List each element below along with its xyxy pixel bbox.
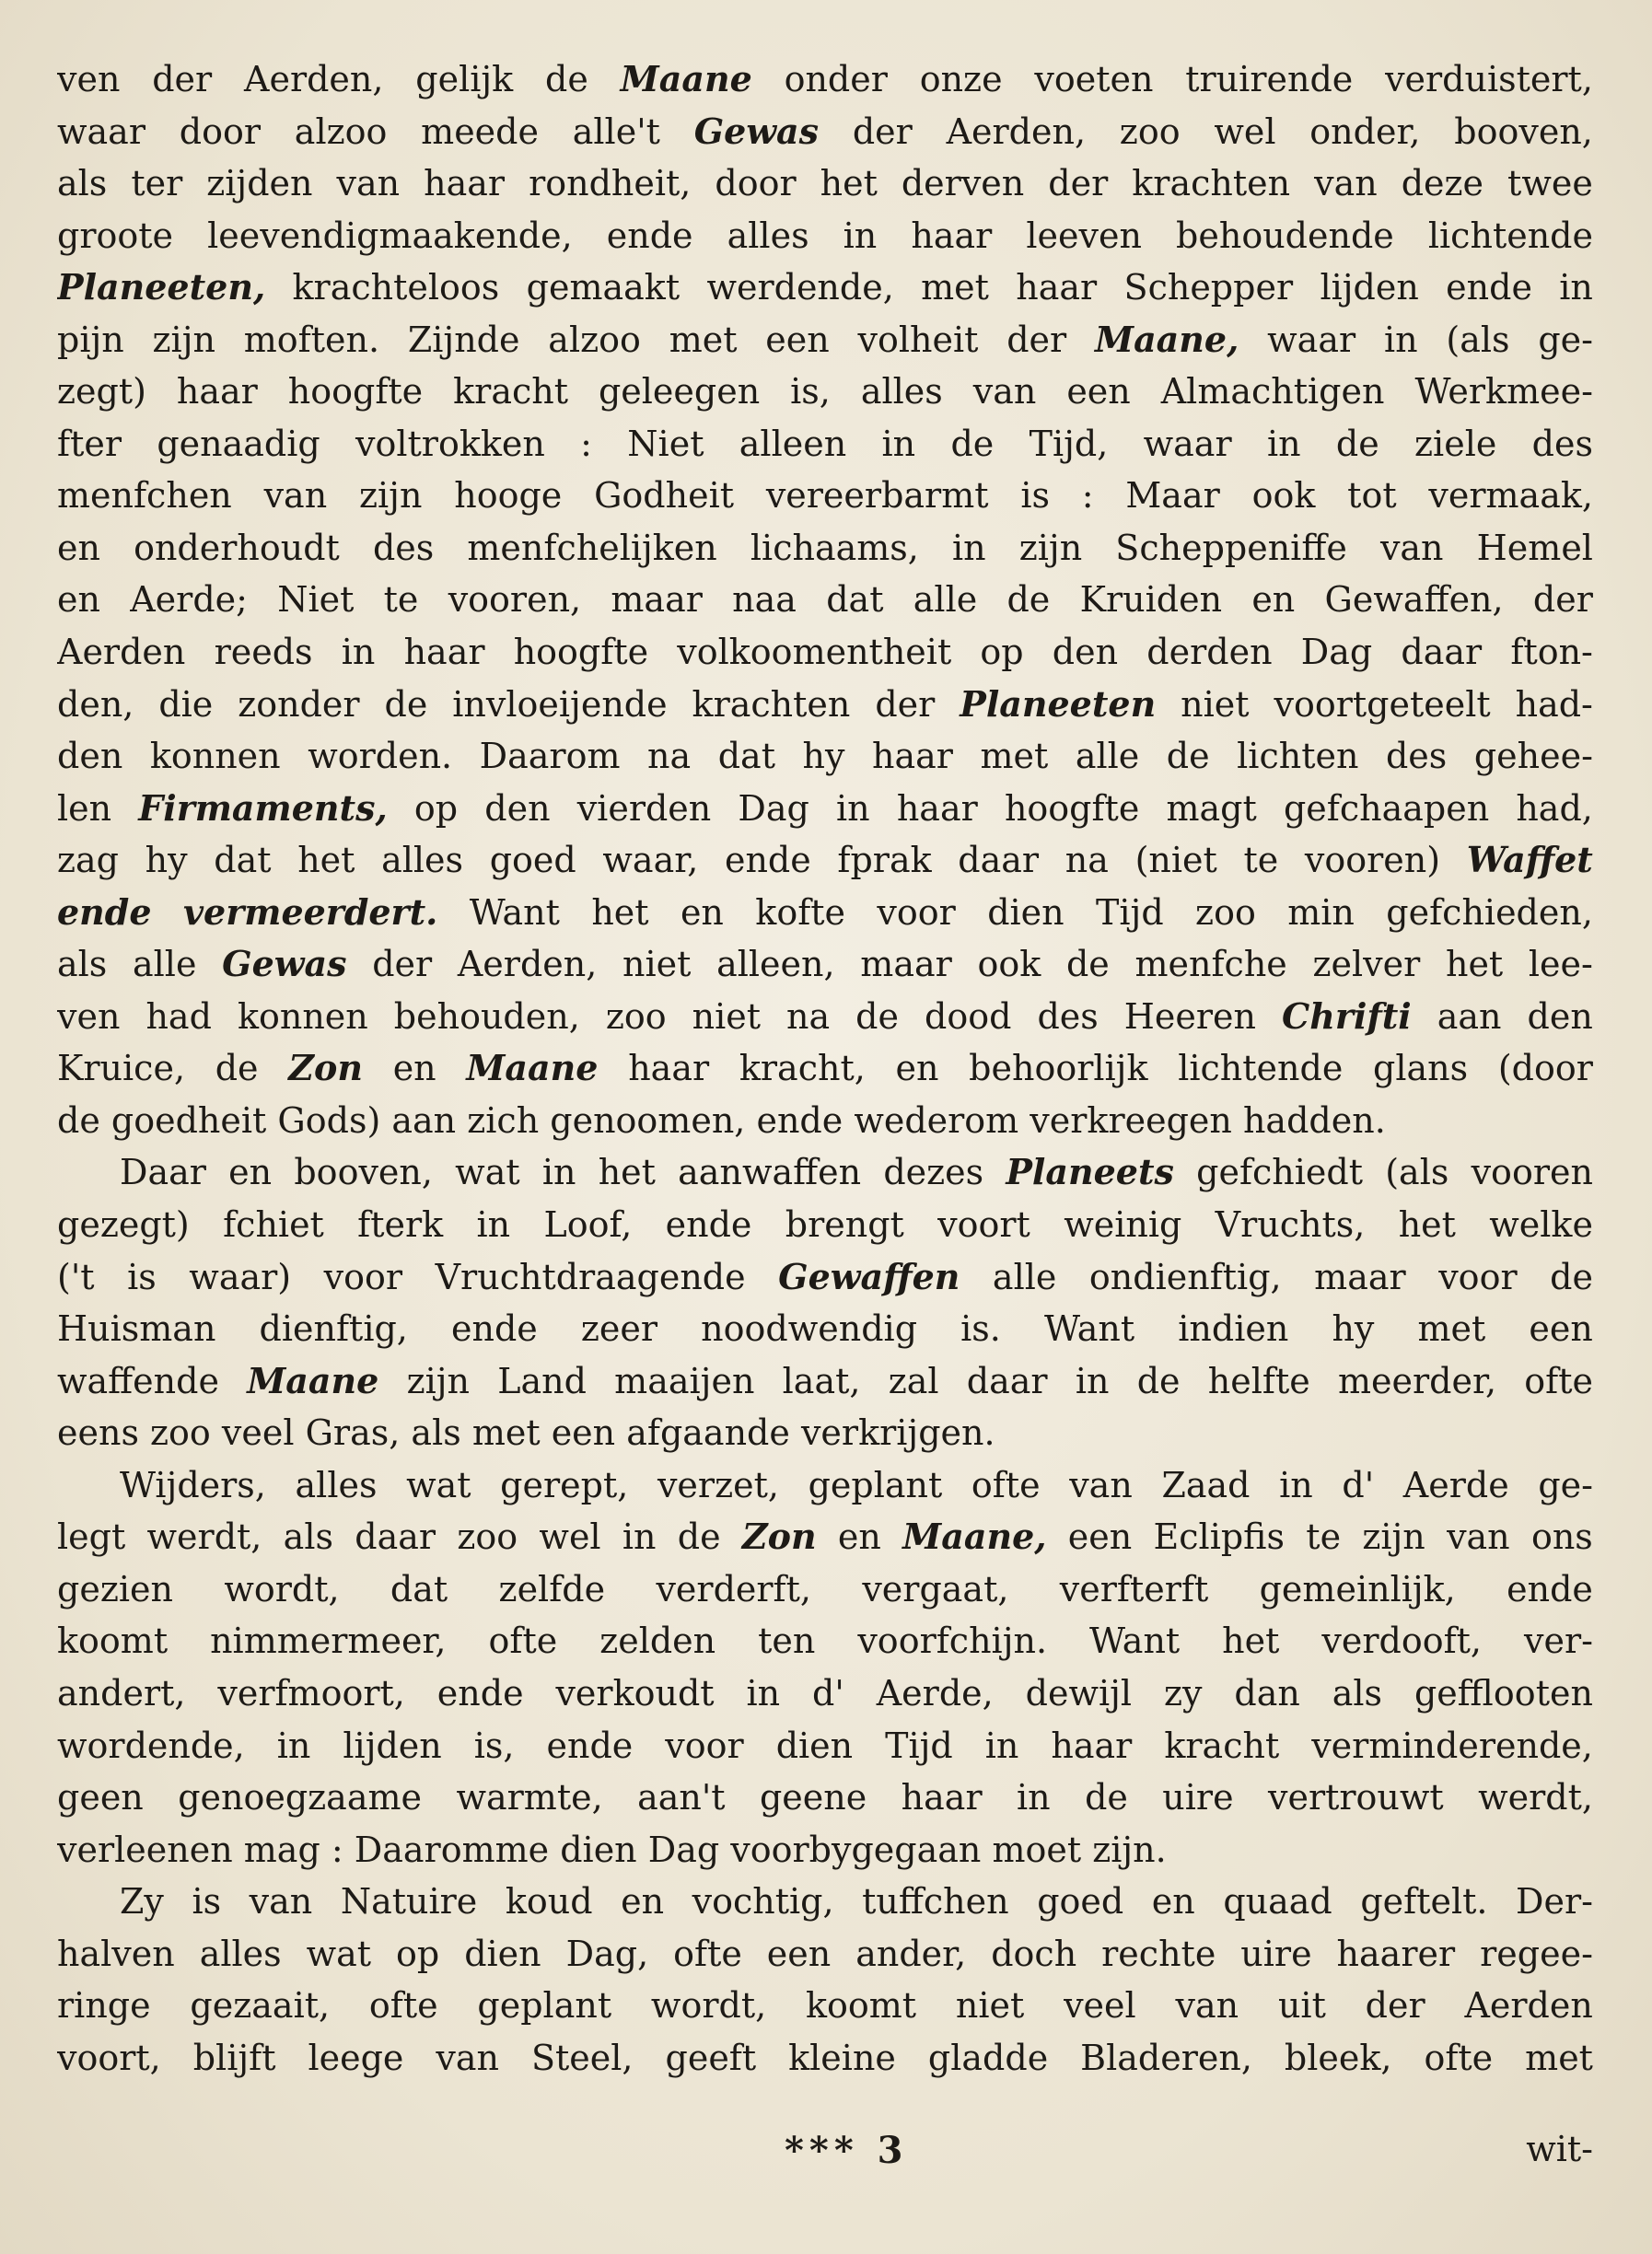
text-line: len Firmaments, op den vierden Dag in haar hoogfte magt gefchaapen had, bbox=[57, 786, 1593, 829]
signature-mark: *** 3 bbox=[785, 2129, 909, 2172]
text-line: gezegt) fchiet fterk in Loof, ende brengt voort weinig Vruchts, het welke bbox=[57, 1204, 1593, 1246]
text-line: voort, blijft leege van Steel, geeft kleine gladde Bladeren, bleek, ofte met bbox=[57, 2037, 1593, 2078]
text-line: ('t is waar) voor Vruchtdraagende Gewaffen alle ondienftig, maar voor de bbox=[57, 1255, 1593, 1297]
text-line: gezien wordt, dat zelfde verderft, vergaat, verfterft gemeinlijk, ende bbox=[57, 1568, 1593, 1609]
text-line: legt werdt, als daar zoo wel in de Zon en Maane, een Eclipfis te zijn van ons bbox=[57, 1516, 1593, 1558]
text-line: als ter zijden van haar rondheit, door het derven der krachten van deze twee bbox=[57, 163, 1593, 204]
text-line: Zy is van Natuire koud en vochtig, tuffchen goed en quaad geftelt. Der- bbox=[120, 1881, 1593, 1923]
text-line: Daar en booven, wat in het aanwaffen dezes Planeets gefchiedt (als vooren bbox=[120, 1151, 1593, 1193]
text-line: Kruice, de Zon en Maane haar kracht, en behoorlijk lichtende glans (door bbox=[57, 1047, 1593, 1089]
text-line: den konnen worden. Daarom na dat hy haar met alle de lichten des gehee- bbox=[57, 736, 1593, 777]
text-line: ende vermeerdert. Want het en kofte voor dien Tijd zoo min gefchieden, bbox=[57, 890, 1593, 933]
text-line: ven had konnen behouden, zoo niet na de dood des Heeren Chrifti aan den bbox=[57, 994, 1593, 1037]
text-line: den, die zonder de invloeijende krachten der Planeeten niet voortgeteelt had- bbox=[57, 682, 1593, 725]
text-line: andert, verfmoort, ende verkoudt in d' Aerde, dewijl zy dan als gefflooten bbox=[57, 1672, 1593, 1714]
text-line: wordende, in lijden is, ende voor dien Tijd in haar kracht verminderende, bbox=[57, 1725, 1593, 1766]
text-line: zag hy dat het alles goed waar, ende fprak daar na (niet te vooren) Waffet bbox=[57, 839, 1593, 881]
text-line: de goedheit Gods) aan zich genoomen, ende wederom verkreegen hadden. bbox=[57, 1099, 1386, 1141]
text-line: eens zoo veel Gras, als met een afgaande verkrijgen. bbox=[57, 1412, 995, 1454]
text-line: groote leevendigmaakende, ende alles in haar leeven behoudende lichtende bbox=[57, 215, 1593, 256]
text-line: menfchen van zijn hooge Godheit vereerbarmt is : Maar ook tot vermaak, bbox=[57, 475, 1593, 517]
text-line: waar door alzoo meede alle't Gewas der Aerden, zoo wel onder, booven, bbox=[57, 110, 1593, 152]
text-line: zegt) haar hoogfte kracht geleegen is, alles van een Almachtigen Werkmee- bbox=[57, 371, 1593, 412]
text-line: pijn zijn moften. Zijnde alzoo met een volheit der Maane, waar in (als ge- bbox=[57, 318, 1593, 360]
page-footer bbox=[57, 2129, 1593, 2193]
text-line: als alle Gewas der Aerden, niet alleen, maar ook de menfche zelver het lee- bbox=[57, 943, 1593, 985]
text-line: ringe gezaait, ofte geplant wordt, koomt niet veel van uit der Aerden bbox=[57, 1985, 1593, 2027]
catchword: wit- bbox=[1526, 2129, 1593, 2169]
text-line: en Aerde; Niet te vooren, maar naa dat alle de Kruiden en Gewaffen, der bbox=[57, 579, 1593, 621]
text-line: en onderhoudt des menfchelijken lichaams, in zijn Scheppeniffe van Hemel bbox=[57, 527, 1593, 568]
text-line: halven alles wat op dien Dag, ofte een ander, doch rechte uire haarer regee- bbox=[57, 1933, 1593, 1974]
text-line: verleenen mag : Daaromme dien Dag voorbygegaan moet zijn. bbox=[57, 1829, 1167, 1870]
body-text bbox=[57, 53, 1593, 2084]
text-line: ven der Aerden, gelijk de Maane onder onze voeten truirende verduistert, bbox=[57, 58, 1593, 99]
text-line: waffende Maane zijn Land maaijen laat, zal daar in de helfte meerder, ofte bbox=[57, 1359, 1593, 1401]
text-line: geen genoegzaame warmte, aan't geene haar in de uire vertrouwt werdt, bbox=[57, 1777, 1593, 1818]
text-line: Huisman dienftig, ende zeer noodwendig is. Want indien hy met een bbox=[57, 1308, 1593, 1350]
text-line: koomt nimmermeer, ofte zelden ten voorfchijn. Want het verdooft, ver- bbox=[57, 1621, 1593, 1662]
text-line: fter genaadig voltrokken : Niet alleen in de Tijd, waar in de ziele des bbox=[57, 423, 1593, 464]
text-line: Aerden reeds in haar hoogfte volkoomentheit op den derden Dag daar fton- bbox=[57, 632, 1593, 673]
text-line: Planeeten, krachteloos gemaakt werdende, met haar Schepper lijden ende in bbox=[57, 266, 1593, 308]
text-line: Wijders, alles wat gerept, verzet, geplant ofte van Zaad in d' Aerde ge- bbox=[120, 1464, 1593, 1505]
